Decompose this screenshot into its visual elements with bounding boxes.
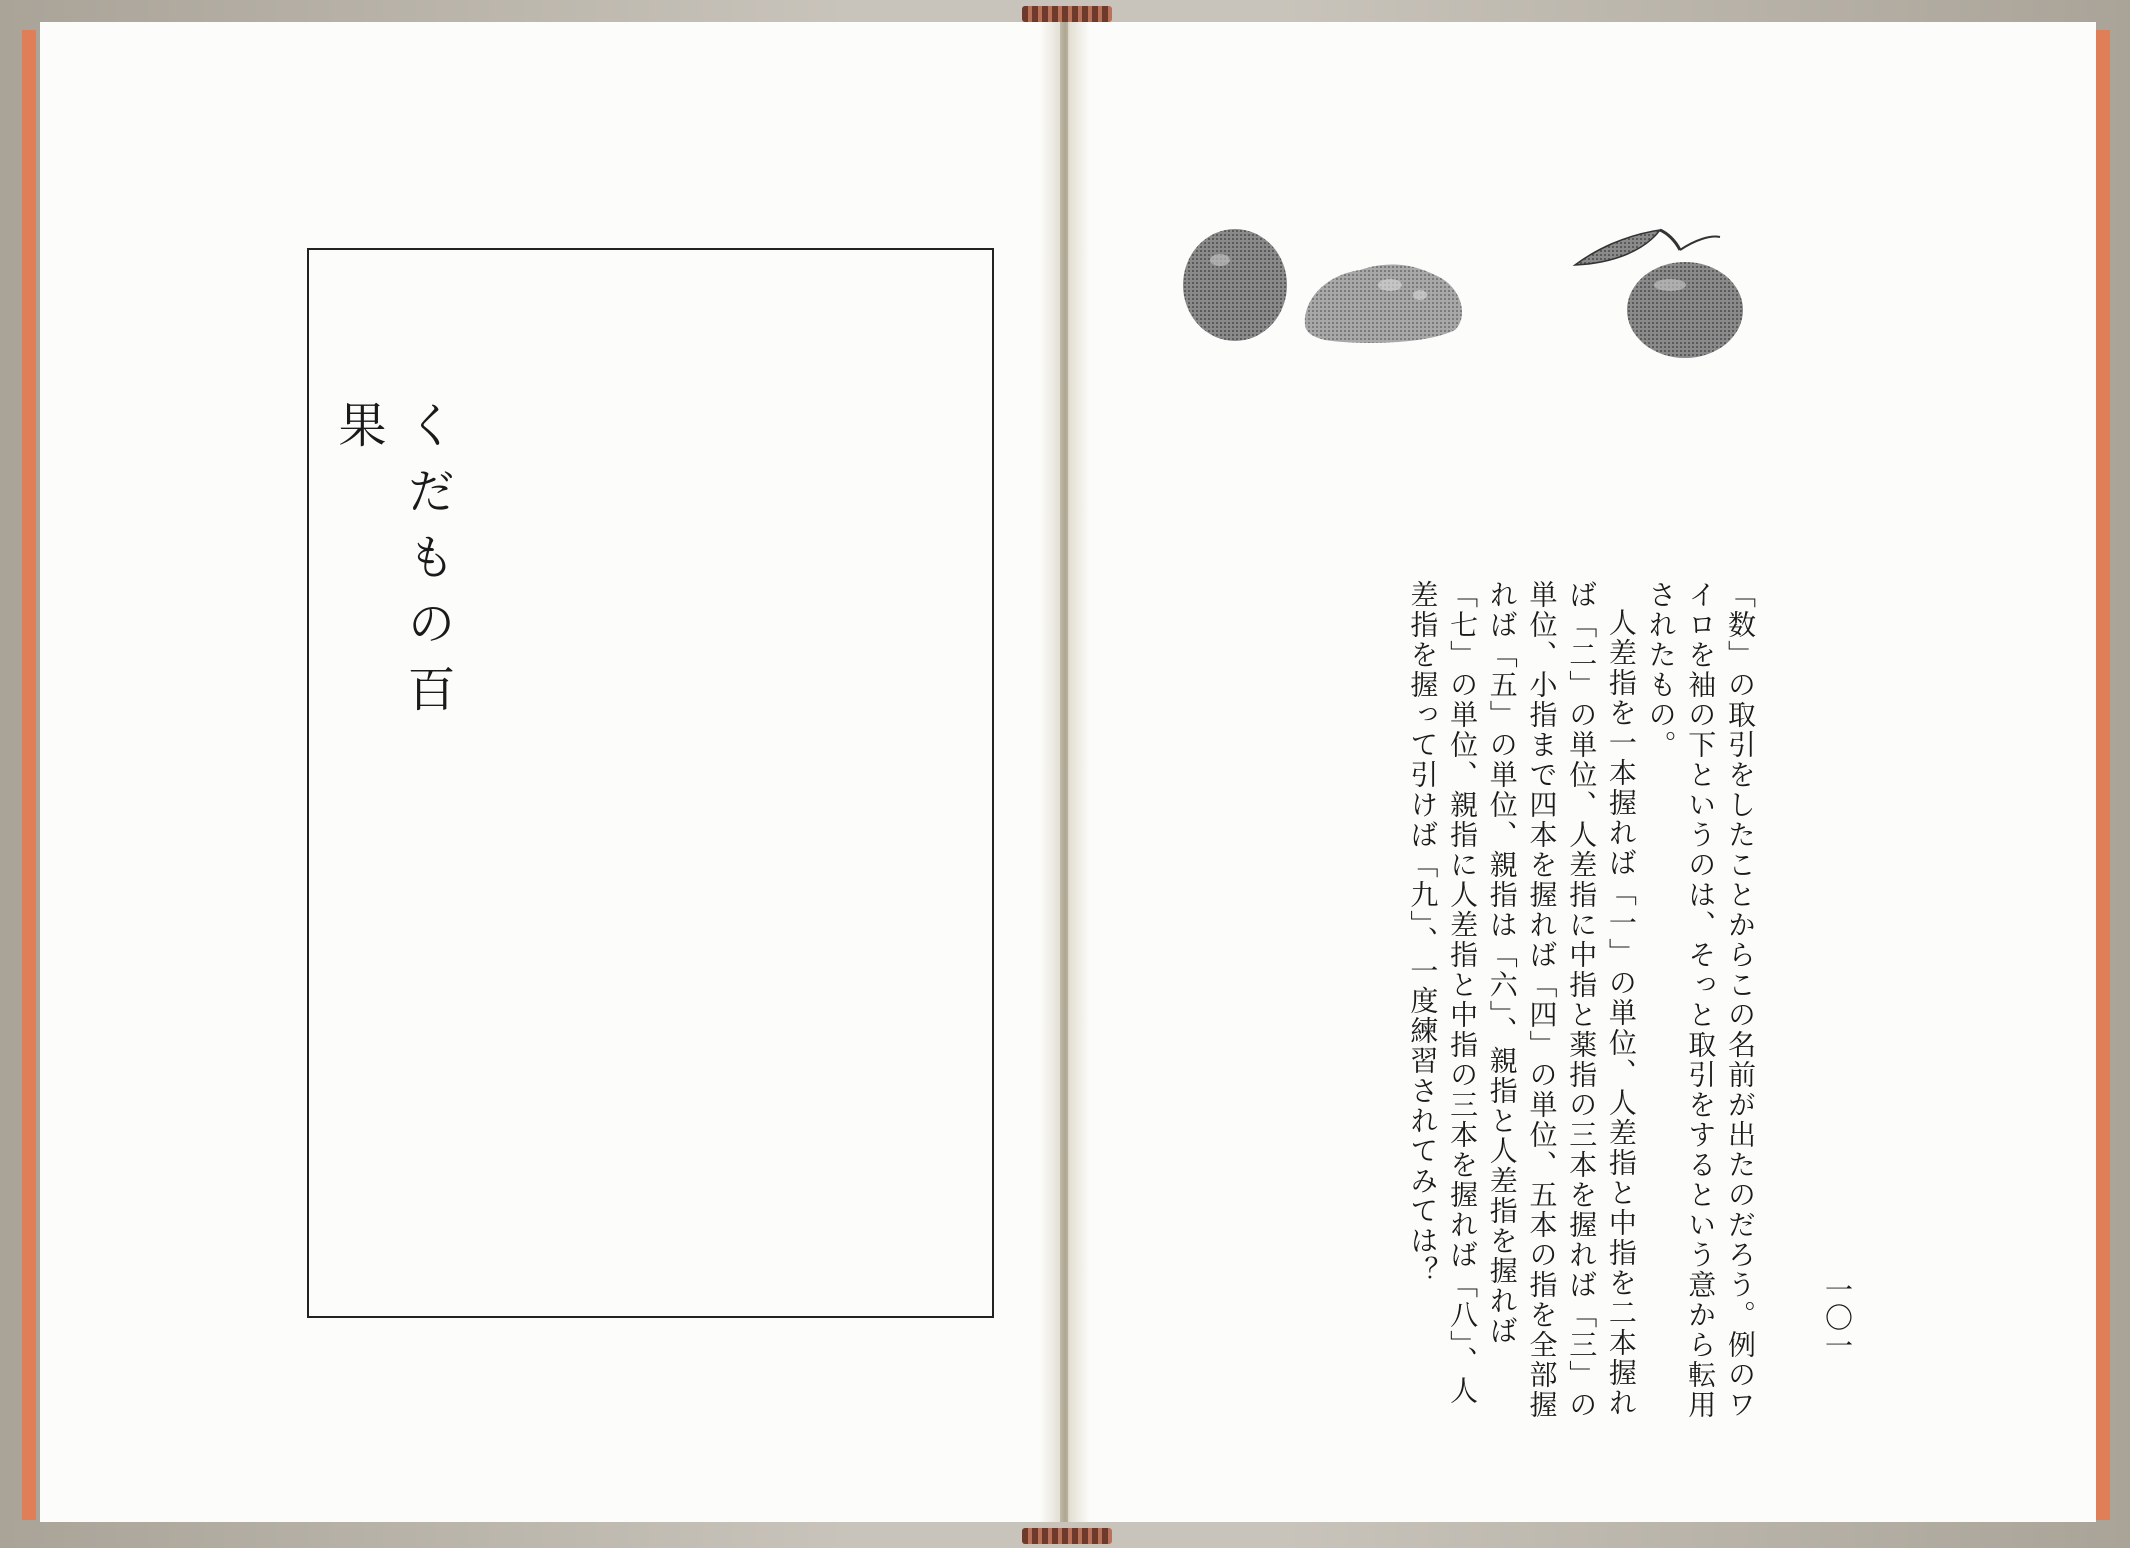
book-gutter — [1040, 22, 1090, 1522]
citrus-squat — [1305, 265, 1462, 343]
citrus-leaf — [1575, 230, 1660, 265]
right-page-edge — [2096, 30, 2110, 1520]
left-page-edge — [22, 30, 36, 1520]
mandarin — [1627, 262, 1743, 358]
paragraph-2: 人差指を一本握れば「一」の単位、人差指と中指を二本握れば「二」の単位、人差指に中指と薬指の三本を握れば「三」の単位、小指まで四本を握れば「四」の単位、五本の指を全部握れば「五」の単位、親指は「六」、親指と人差指を握れば「七」の単位、親指に人差指と中指の三本を握れば「八」、人差指を握って引けば「九」、一度練習されてみては？ — [1406, 580, 1638, 1420]
fruit-illustration-icon — [1175, 205, 1775, 365]
body-text — [1300, 580, 1760, 1420]
headband-bottom — [1022, 1528, 1112, 1544]
headband-top — [1022, 6, 1112, 22]
paragraph-1: 「数」の取引をしたことからこの名前が出たのだろう。例のワイロを袖の下というのは、そっと取引をするという意から転用されたもの。 — [1644, 580, 1757, 1420]
page-number: 一〇一 — [1821, 1275, 1854, 1359]
chapter-title: くだもの百果 — [330, 400, 455, 730]
orange-round — [1183, 229, 1287, 341]
